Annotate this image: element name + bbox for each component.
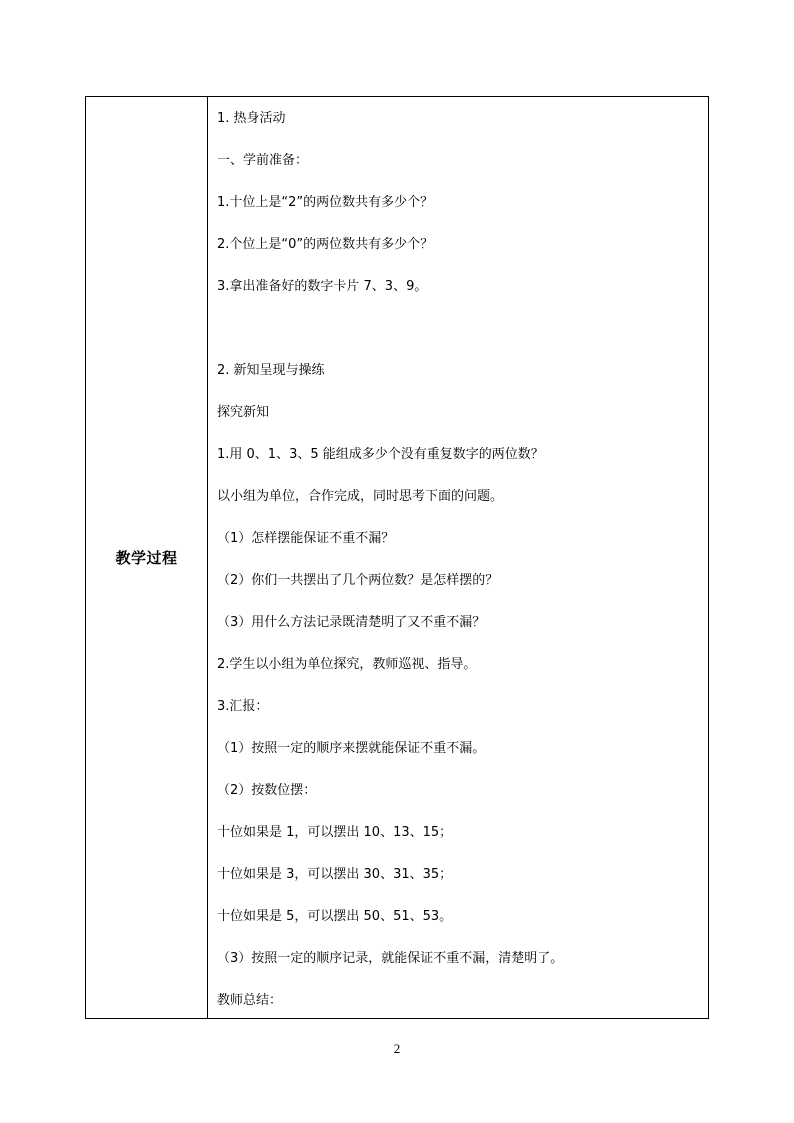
explore-question: 1.用 0、1、3、5 能组成多少个没有重复数字的两位数？ — [217, 447, 544, 462]
section-label: 教学过程 — [115, 549, 178, 567]
prep-question-2: 2.个位上是“0”的两位数共有多少个？ — [217, 237, 434, 252]
tens-three-line: 十位如果是 3，可以摆出 30、31、35； — [217, 867, 453, 882]
think-question-3: （3）用什么方法记录既清楚明了又不重不漏？ — [217, 615, 486, 630]
new-knowledge-heading: 2. 新知呈现与操练 — [217, 363, 325, 378]
think-question-2: （2）你们一共摆出了几个两位数？是怎样摆的？ — [217, 573, 499, 588]
prep-question-1: 1.十位上是“2”的两位数共有多少个？ — [217, 195, 434, 210]
report-heading: 3.汇报： — [217, 699, 269, 714]
group-instruction: 以小组为单位，合作完成，同时思考下面的问题。 — [217, 489, 504, 504]
warmup-heading: 1. 热身活动 — [217, 111, 286, 126]
report-point-2: （2）按数位摆： — [217, 783, 317, 798]
tens-five-line: 十位如果是 5，可以摆出 50、51、53。 — [217, 909, 453, 924]
group-explore-step: 2.学生以小组为单位探究，教师巡视、指导。 — [217, 657, 477, 672]
report-point-1: （1）按照一定的顺序来摆就能保证不重不漏。 — [217, 741, 486, 756]
think-question-1: （1）怎样摆能保证不重不漏？ — [217, 531, 395, 546]
teacher-summary-label: 教师总结： — [217, 993, 283, 1008]
page-number: 2 — [393, 1041, 401, 1056]
explore-heading: 探究新知 — [217, 405, 270, 420]
preparation-heading: 一、学前准备： — [217, 153, 309, 168]
section-label-cell — [86, 97, 208, 1018]
prep-instruction-3: 3.拿出准备好的数字卡片 7、3、9。 — [217, 279, 428, 294]
tens-one-line: 十位如果是 1，可以摆出 10、13、15； — [217, 825, 453, 840]
lesson-table — [85, 96, 709, 1019]
report-point-3: （3）按照一定的顺序记录，就能保证不重不漏，清楚明了。 — [217, 951, 564, 966]
section-content-cell — [208, 97, 708, 1018]
